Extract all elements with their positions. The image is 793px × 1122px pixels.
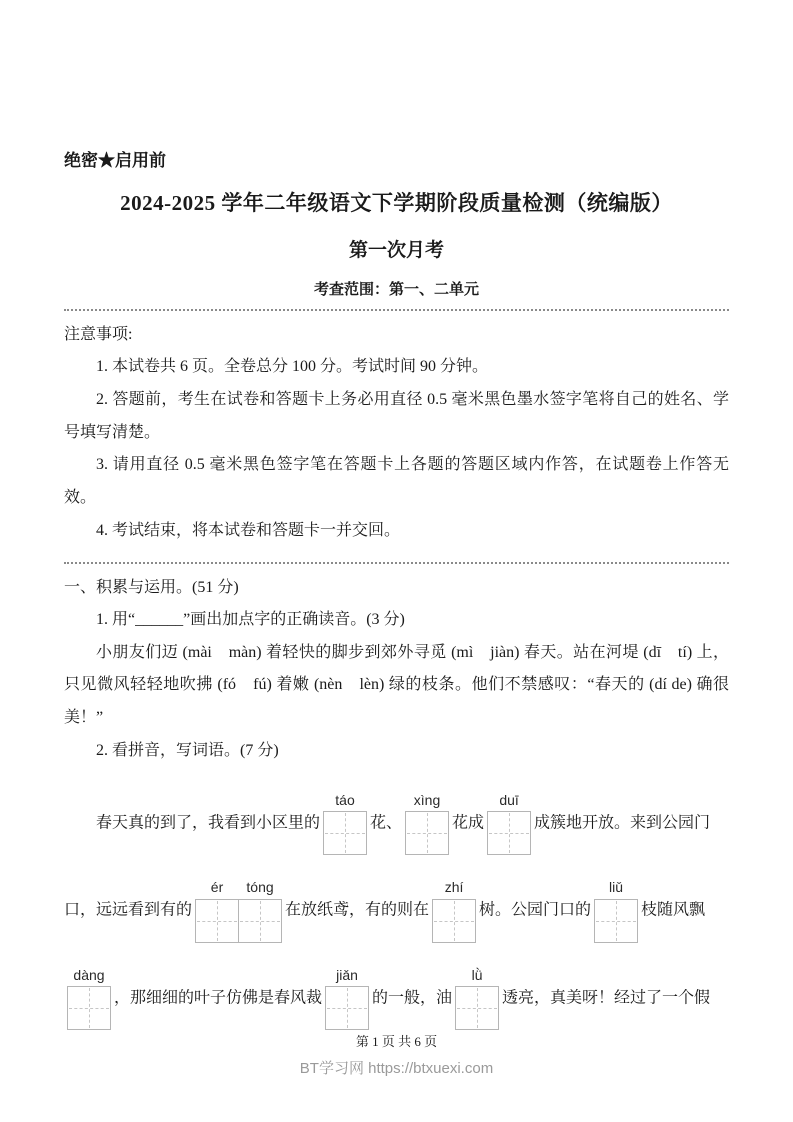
question-text: 透亮，真美呀！经过了一个假 (502, 989, 711, 1007)
answer-grid (455, 967, 499, 1031)
question2-prompt: 2. 看拼音，写词语。(7 分) (96, 741, 279, 759)
pinyin-label: duī (499, 791, 519, 808)
answer-grid (67, 967, 111, 1031)
pinyin-write-line (64, 792, 729, 856)
notice-item: 4. 考试结束，将本试卷和答题卡一并交回。 (96, 521, 401, 539)
question-text: 成簇地开放。来到公园门 (534, 814, 711, 832)
question-text: 春天真的到了，我看到小区里的 (96, 814, 321, 832)
question-text: 枝随风飘 (641, 901, 706, 919)
classification-banner: 绝密★启用前 (64, 151, 166, 170)
pinyin-label: jiǎn (336, 966, 358, 983)
dotted-separator-bottom (64, 562, 729, 564)
pinyin-label: lǜ (471, 966, 483, 983)
tianzige-box[interactable] (238, 899, 282, 943)
notice-list (64, 351, 729, 548)
exam-title: 2024-2025 学年二年级语文下学期阶段质量检测（统编版） (120, 191, 673, 215)
tianzige-box[interactable] (67, 986, 111, 1030)
exam-scope: 考查范围：第一、二单元 (313, 282, 479, 298)
answer-grid (195, 879, 239, 943)
q2-lines (64, 792, 729, 1031)
tianzige-box[interactable] (432, 899, 476, 943)
tianzige-box[interactable] (455, 986, 499, 1030)
question1-text: 小朋友们迈 (mài màn) 着轻快的脚步到郊外寻觅 (mì jiàn) 春天。站在河堤 (dī tí) 上，只见微风轻轻地吹拂 (fó fú) 着嫩 (nèn lèn) 绿的枝条。他们不禁感叹：“春天的 (dí de) 确很美！” (64, 643, 729, 727)
notice-item: 2. 答题前，考生在试卷和答题卡上务必用直径 0.5 毫米黑色墨水签字笔将自己的姓名、学号填写清楚。 (64, 390, 729, 441)
page-number: 第 1 页 共 6 页 (355, 1034, 438, 1049)
tianzige-box[interactable] (487, 811, 531, 855)
pinyin-label: liǔ (609, 879, 624, 896)
answer-grid (325, 967, 369, 1031)
answer-grid (432, 879, 476, 943)
answer-grid (594, 879, 638, 943)
question-text: 花成 (452, 814, 485, 832)
answer-grid (238, 879, 282, 943)
question1-prompt: 1. 用“______”画出加点字的正确读音。(3 分) (96, 610, 405, 628)
pinyin-label: ér (210, 879, 224, 896)
tianzige-box[interactable] (594, 899, 638, 943)
question-text: 的一般，油 (372, 989, 453, 1007)
pinyin-label: xìng (413, 791, 441, 808)
tianzige-box[interactable] (195, 899, 239, 943)
question-text: 花、 (370, 814, 403, 832)
question-text: 在放纸鸢，有的则在 (285, 901, 430, 919)
pinyin-write-line (64, 967, 729, 1031)
pinyin-write-line (64, 879, 729, 943)
question-text: ，那细细的叶子仿佛是春风裁 (114, 989, 323, 1007)
notice-item: 3. 请用直径 0.5 毫米黑色签字笔在答题卡上各题的答题区域内作答，在试题卷上作答无效。 (64, 456, 729, 507)
section1-heading: 一、积累与运用。(51 分) (64, 578, 239, 596)
pinyin-label: zhí (444, 879, 464, 896)
site-watermark: BT学习网 https://btxuexi.com (299, 1060, 494, 1077)
dotted-separator-top (64, 309, 729, 311)
pinyin-label: tóng (246, 879, 274, 896)
tianzige-box[interactable] (323, 811, 367, 855)
question-text: 口，远远看到有的 (64, 901, 193, 919)
notice-heading: 注意事项: (64, 326, 133, 343)
answer-grid (323, 792, 367, 856)
answer-grid (405, 792, 449, 856)
tianzige-box[interactable] (325, 986, 369, 1030)
exam-subtitle: 第一次月考 (348, 240, 444, 261)
answer-grid (487, 792, 531, 856)
pinyin-label: táo (335, 791, 355, 808)
notice-item: 1. 本试卷共 6 页。全卷总分 100 分。考试时间 90 分钟。 (96, 358, 489, 375)
question-text: 树。公园门口的 (479, 901, 592, 919)
tianzige-box[interactable] (405, 811, 449, 855)
pinyin-label: dàng (73, 966, 105, 983)
